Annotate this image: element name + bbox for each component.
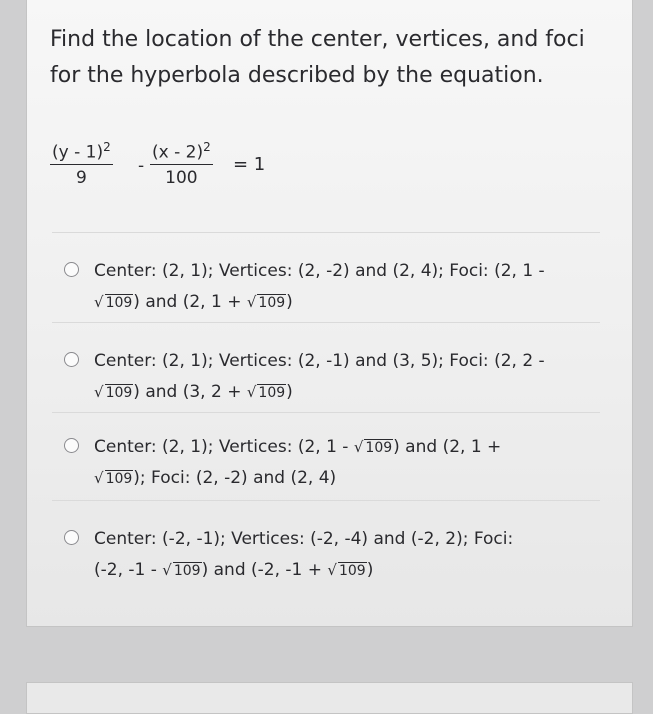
sqrt-icon: √ 109	[94, 383, 133, 401]
hyperbola-equation	[50, 140, 300, 200]
minus-operator: -	[138, 156, 145, 176]
equation-rhs: = 1	[233, 154, 266, 175]
answer-option-3-text: Center: (2, 1); Vertices: (2, 1 - √ 109) and (2, 1 + √ 109); Foci: (2, -2) and (2, 4)	[94, 432, 604, 494]
divider	[52, 500, 600, 501]
answer-option-4-text: Center: (-2, -1); Vertices: (-2, -4) and (-2, 2); Foci: (-2, -1 - √ 109) and (-2, -1 + √ 109)	[94, 524, 604, 586]
sqrt-icon: √ 109	[162, 561, 201, 579]
fraction-x-term	[150, 140, 213, 188]
sqrt-icon: √ 109	[246, 293, 286, 311]
radio-unselected-icon[interactable]	[64, 438, 79, 453]
sqrt-icon: √ 109	[327, 561, 366, 579]
fraction-y-term	[50, 140, 113, 188]
question-line-2: for the hyperbola described by the equation.	[50, 63, 544, 88]
fraction-y-numerator: (y - 1)$^2$	[52, 140, 111, 163]
question-line-1: Find the location of the center, vertices, and foci	[50, 27, 585, 52]
radio-unselected-icon[interactable]	[64, 530, 79, 545]
sqrt-icon: √ 109	[246, 383, 286, 401]
sqrt-icon: √ 109	[94, 469, 133, 487]
radio-unselected-icon[interactable]	[64, 262, 79, 277]
next-card-edge	[26, 682, 633, 714]
sqrt-icon: √ 109	[94, 293, 133, 311]
fraction-x-numerator: (x - 2)$^2$	[152, 140, 211, 163]
radio-unselected-icon[interactable]	[64, 352, 79, 367]
question-prompt	[50, 22, 610, 94]
fraction-x-denominator: 100	[165, 167, 198, 188]
answer-option-2-text: Center: (2, 1); Vertices: (2, -1) and (3, 5); Foci: (2, 2 - √ 109) and (3, 2 + √ 109)	[94, 346, 604, 408]
divider	[52, 232, 600, 233]
fraction-y-denominator: 9	[75, 167, 87, 188]
divider	[52, 322, 600, 323]
divider	[52, 412, 600, 413]
sqrt-icon: √ 109	[353, 438, 393, 456]
answer-option-1-text: Center: (2, 1); Vertices: (2, -2) and (2, 4); Foci: (2, 1 - √ 109) and (2, 1 + √ 109)	[94, 256, 604, 318]
